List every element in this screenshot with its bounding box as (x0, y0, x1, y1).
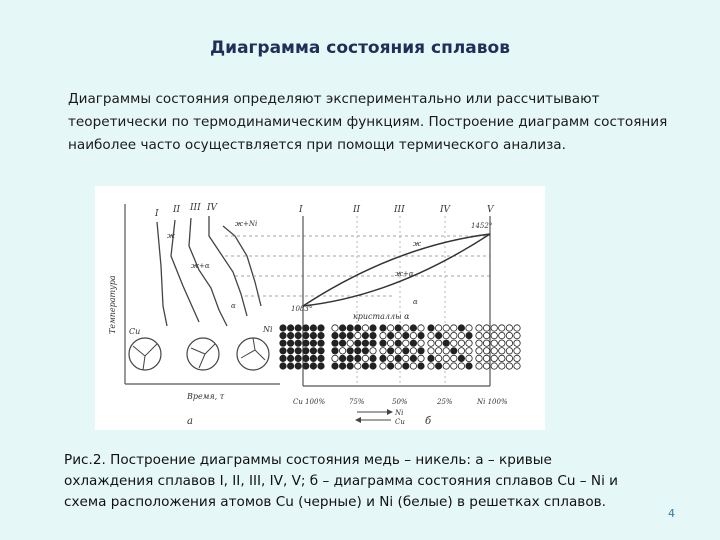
ni-atom (499, 325, 505, 331)
ni-atom (476, 348, 482, 354)
phase-label-liquid: ж (167, 232, 175, 240)
ni-atom (514, 340, 520, 346)
ni-atom (403, 325, 409, 331)
cu-atom (380, 340, 386, 346)
cu-atom (410, 355, 416, 361)
cu-atom (303, 325, 309, 331)
cu-atom (303, 363, 309, 369)
grain-ni-circle (237, 338, 269, 370)
ni-atom (435, 348, 441, 354)
ni-atom (347, 340, 353, 346)
cu-atom (339, 332, 345, 338)
cu-atom (370, 355, 376, 361)
curve-label-3: III (190, 203, 201, 213)
region-liquid-label: ж (413, 240, 421, 248)
cu-atom (458, 325, 464, 331)
ni-atom (403, 355, 409, 361)
ni-atom (387, 340, 393, 346)
ni-atom (339, 348, 345, 354)
cu-atom (280, 363, 286, 369)
cu-atom (332, 340, 338, 346)
cu-atom (295, 332, 301, 338)
ni-atom (458, 348, 464, 354)
ni-atom (428, 340, 434, 346)
comp-tick-0: Cu 100% (293, 398, 326, 406)
ni-atom (410, 348, 416, 354)
ni-atom (491, 340, 497, 346)
comp-tick-1: 75% (349, 398, 365, 406)
cu-atom (410, 340, 416, 346)
cu-atom (387, 348, 393, 354)
ni-atom (435, 325, 441, 331)
cu-atom (395, 355, 401, 361)
panel-a-x-label: Время, τ (187, 392, 225, 401)
panel-b-letter: б (425, 416, 432, 427)
ni-atom (483, 348, 489, 354)
cu-atom (380, 355, 386, 361)
cu-atom (362, 340, 368, 346)
ni-atom (476, 325, 482, 331)
figure-caption: Рис.2. Построение диаграммы состояния медь – никель: а – кривые охлаждения сплавов I, II, III, IV, V; б – диаграмма состояния сплавов Cu – Ni и схема расположения атомов Cu (черные) и Ni (белые) в решетках сплавов. (64, 452, 619, 510)
cu-atom (310, 355, 316, 361)
page-number: 4 (668, 507, 675, 520)
cu-atom (339, 363, 345, 369)
cu-atom (362, 363, 368, 369)
cu-atom (380, 325, 386, 331)
ni-atom (476, 332, 482, 338)
cu-atom (466, 363, 472, 369)
ni-atom (443, 325, 449, 331)
curve-label-2: II (173, 205, 181, 215)
cu-atom (318, 355, 324, 361)
cu-atom (458, 355, 464, 361)
direction-ni-label: Ni (395, 409, 404, 417)
ni-atom (499, 348, 505, 354)
intro-paragraph: Диаграммы состояния определяют экспериментально или рассчитывают теоретически по термодинамическим функциям. Построение диаграмм состояния наиболее часто осуществляется при помощи термического анализа. (68, 91, 668, 153)
ni-atom (466, 355, 472, 361)
cu-atom (287, 340, 293, 346)
alloy-label-3: III (394, 205, 405, 215)
cu-atom (318, 340, 324, 346)
cu-atom (362, 348, 368, 354)
ni-atom (418, 340, 424, 346)
cu-atom (428, 325, 434, 331)
ni-atom (362, 355, 368, 361)
ni-atom (514, 355, 520, 361)
ni-atom (499, 355, 505, 361)
slide-title: Диаграмма состояния сплавов (210, 38, 510, 58)
curve-label-4: IV (207, 203, 218, 213)
phase-diagram-figure (95, 186, 545, 430)
cu-atom (287, 332, 293, 338)
ni-atom (443, 363, 449, 369)
cu-atom (318, 332, 324, 338)
ni-atom (362, 325, 368, 331)
cu-atom (403, 363, 409, 369)
ni-atom (435, 340, 441, 346)
comp-tick-3: 25% (437, 398, 453, 406)
cu-atom (355, 325, 361, 331)
ni-atom (380, 363, 386, 369)
cu-atom (362, 332, 368, 338)
cu-atom (332, 332, 338, 338)
ni-atom (506, 325, 512, 331)
ni-atom (483, 332, 489, 338)
ni-atom (418, 325, 424, 331)
cu-atom (387, 332, 393, 338)
ni-atom (443, 348, 449, 354)
cu-atom (295, 355, 301, 361)
grain-cu-label: Cu (129, 327, 141, 336)
cu-atom (387, 363, 393, 369)
cu-atom (435, 363, 441, 369)
cu-atom (310, 348, 316, 354)
cu-atom (403, 348, 409, 354)
cu-atom (347, 355, 353, 361)
cu-atom (347, 332, 353, 338)
panel-b (280, 205, 520, 427)
cu-atom (418, 348, 424, 354)
cu-atom (435, 332, 441, 338)
ni-atom (514, 363, 520, 369)
cu-atom (287, 325, 293, 331)
ni-atom (387, 325, 393, 331)
ni-atom (395, 348, 401, 354)
cu-atom (280, 332, 286, 338)
ni-atom (514, 332, 520, 338)
cu-atom (370, 363, 376, 369)
cu-atom (280, 348, 286, 354)
phase-label-liquid-alpha: ж+α (191, 262, 210, 270)
cu-atom (303, 332, 309, 338)
ni-atom (499, 363, 505, 369)
grain-mid-circle (187, 338, 219, 370)
cu-atom (339, 340, 345, 346)
cu-atom (355, 348, 361, 354)
cu-atom (303, 355, 309, 361)
cu-atom (287, 348, 293, 354)
ni-atom (458, 340, 464, 346)
region-liquid-alpha-label: ж+α (395, 270, 414, 278)
ni-atom (506, 348, 512, 354)
region-alpha-label: α (413, 298, 418, 306)
panel-a-letter: а (187, 416, 193, 427)
ni-atom (491, 332, 497, 338)
cu-atom (418, 363, 424, 369)
ni-atom (395, 363, 401, 369)
cu-atom (451, 348, 457, 354)
cu-atom (410, 325, 416, 331)
cu-atom (310, 325, 316, 331)
ni-atom (483, 325, 489, 331)
cu-atom (395, 340, 401, 346)
cu-atom (443, 340, 449, 346)
phase-label-alpha: α (231, 302, 236, 310)
cu-atom (303, 348, 309, 354)
ni-atom (466, 325, 472, 331)
ni-atom (395, 332, 401, 338)
ni-atom (387, 355, 393, 361)
cu-atom (347, 348, 353, 354)
cu-atom (280, 325, 286, 331)
cu-atom (428, 355, 434, 361)
cu-atom (370, 325, 376, 331)
ni-atom (466, 340, 472, 346)
cu-atom (280, 355, 286, 361)
alloy-label-1: I (299, 205, 303, 215)
ni-atom (428, 348, 434, 354)
ni-atom (499, 340, 505, 346)
ni-atom (443, 332, 449, 338)
ni-atom (483, 363, 489, 369)
cu-atom (280, 340, 286, 346)
ni-atom (380, 348, 386, 354)
ni-atom (514, 348, 520, 354)
cu-atom (310, 340, 316, 346)
curve-label-1: I (155, 209, 159, 219)
cu-atom (310, 363, 316, 369)
direction-cu-label: Cu (395, 418, 405, 426)
ni-atom (451, 363, 457, 369)
cu-atom (287, 363, 293, 369)
grain-cu-circle (129, 338, 161, 370)
cu-atom (287, 355, 293, 361)
ni-atom (370, 348, 376, 354)
ni-atom (476, 355, 482, 361)
temp-cu-label: 1083° (291, 305, 313, 313)
cu-atom (395, 325, 401, 331)
cu-atom (332, 363, 338, 369)
ni-atom (514, 325, 520, 331)
ni-atom (428, 332, 434, 338)
ni-atom (435, 355, 441, 361)
cu-atom (295, 348, 301, 354)
cu-atom (370, 332, 376, 338)
ni-atom (410, 332, 416, 338)
cu-atom (355, 355, 361, 361)
cooling-curve-3 (189, 218, 227, 326)
ni-atom (418, 355, 424, 361)
cu-atom (318, 325, 324, 331)
grain-ni-label: Ni (263, 325, 273, 334)
ni-atom (506, 332, 512, 338)
ni-atom (506, 355, 512, 361)
alloy-label-5: V (487, 205, 494, 215)
phase-label-liquid-ni: ж+Ni (235, 220, 258, 228)
panel-a-y-label: Температура (108, 275, 117, 334)
ni-atom (332, 355, 338, 361)
cu-atom (318, 348, 324, 354)
ni-atom (355, 332, 361, 338)
ni-atom (451, 355, 457, 361)
crystals-label: кристаллы α (353, 312, 410, 321)
cu-atom (310, 332, 316, 338)
ni-atom (491, 355, 497, 361)
temp-ni-label: 1452° (471, 222, 493, 230)
phase-diagram-svg (95, 186, 545, 430)
cu-atom (466, 332, 472, 338)
ni-atom (443, 355, 449, 361)
ni-atom (476, 340, 482, 346)
ni-atom (483, 340, 489, 346)
ni-atom (491, 325, 497, 331)
ni-atom (491, 348, 497, 354)
cu-atom (295, 363, 301, 369)
cu-atom (418, 332, 424, 338)
ni-atom (466, 348, 472, 354)
cooling-curve-1 (157, 222, 167, 326)
cu-atom (347, 325, 353, 331)
ni-atom (458, 363, 464, 369)
comp-tick-2: 50% (392, 398, 408, 406)
ni-atom (451, 340, 457, 346)
ni-atom (476, 363, 482, 369)
ni-atom (451, 325, 457, 331)
alloy-label-4: IV (440, 205, 451, 215)
cu-atom (370, 340, 376, 346)
ni-atom (506, 363, 512, 369)
ni-atom (332, 325, 338, 331)
cu-atom (303, 340, 309, 346)
ni-atom (355, 363, 361, 369)
ni-atom (451, 332, 457, 338)
alloy-label-2: II (353, 205, 361, 215)
cu-atom (339, 325, 345, 331)
cu-atom (295, 340, 301, 346)
cu-atom (332, 348, 338, 354)
comp-tick-4: Ni 100% (477, 398, 508, 406)
cooling-curve-2 (171, 220, 199, 322)
ni-atom (506, 340, 512, 346)
ni-atom (428, 363, 434, 369)
ni-atom (483, 355, 489, 361)
cu-atom (355, 340, 361, 346)
ni-atom (403, 340, 409, 346)
ni-atom (410, 363, 416, 369)
ni-atom (380, 332, 386, 338)
cu-atom (295, 325, 301, 331)
cu-atom (339, 355, 345, 361)
cu-atom (318, 363, 324, 369)
cu-atom (403, 332, 409, 338)
ni-atom (491, 363, 497, 369)
ni-atom (499, 332, 505, 338)
cu-atom (347, 363, 353, 369)
ni-atom (458, 332, 464, 338)
